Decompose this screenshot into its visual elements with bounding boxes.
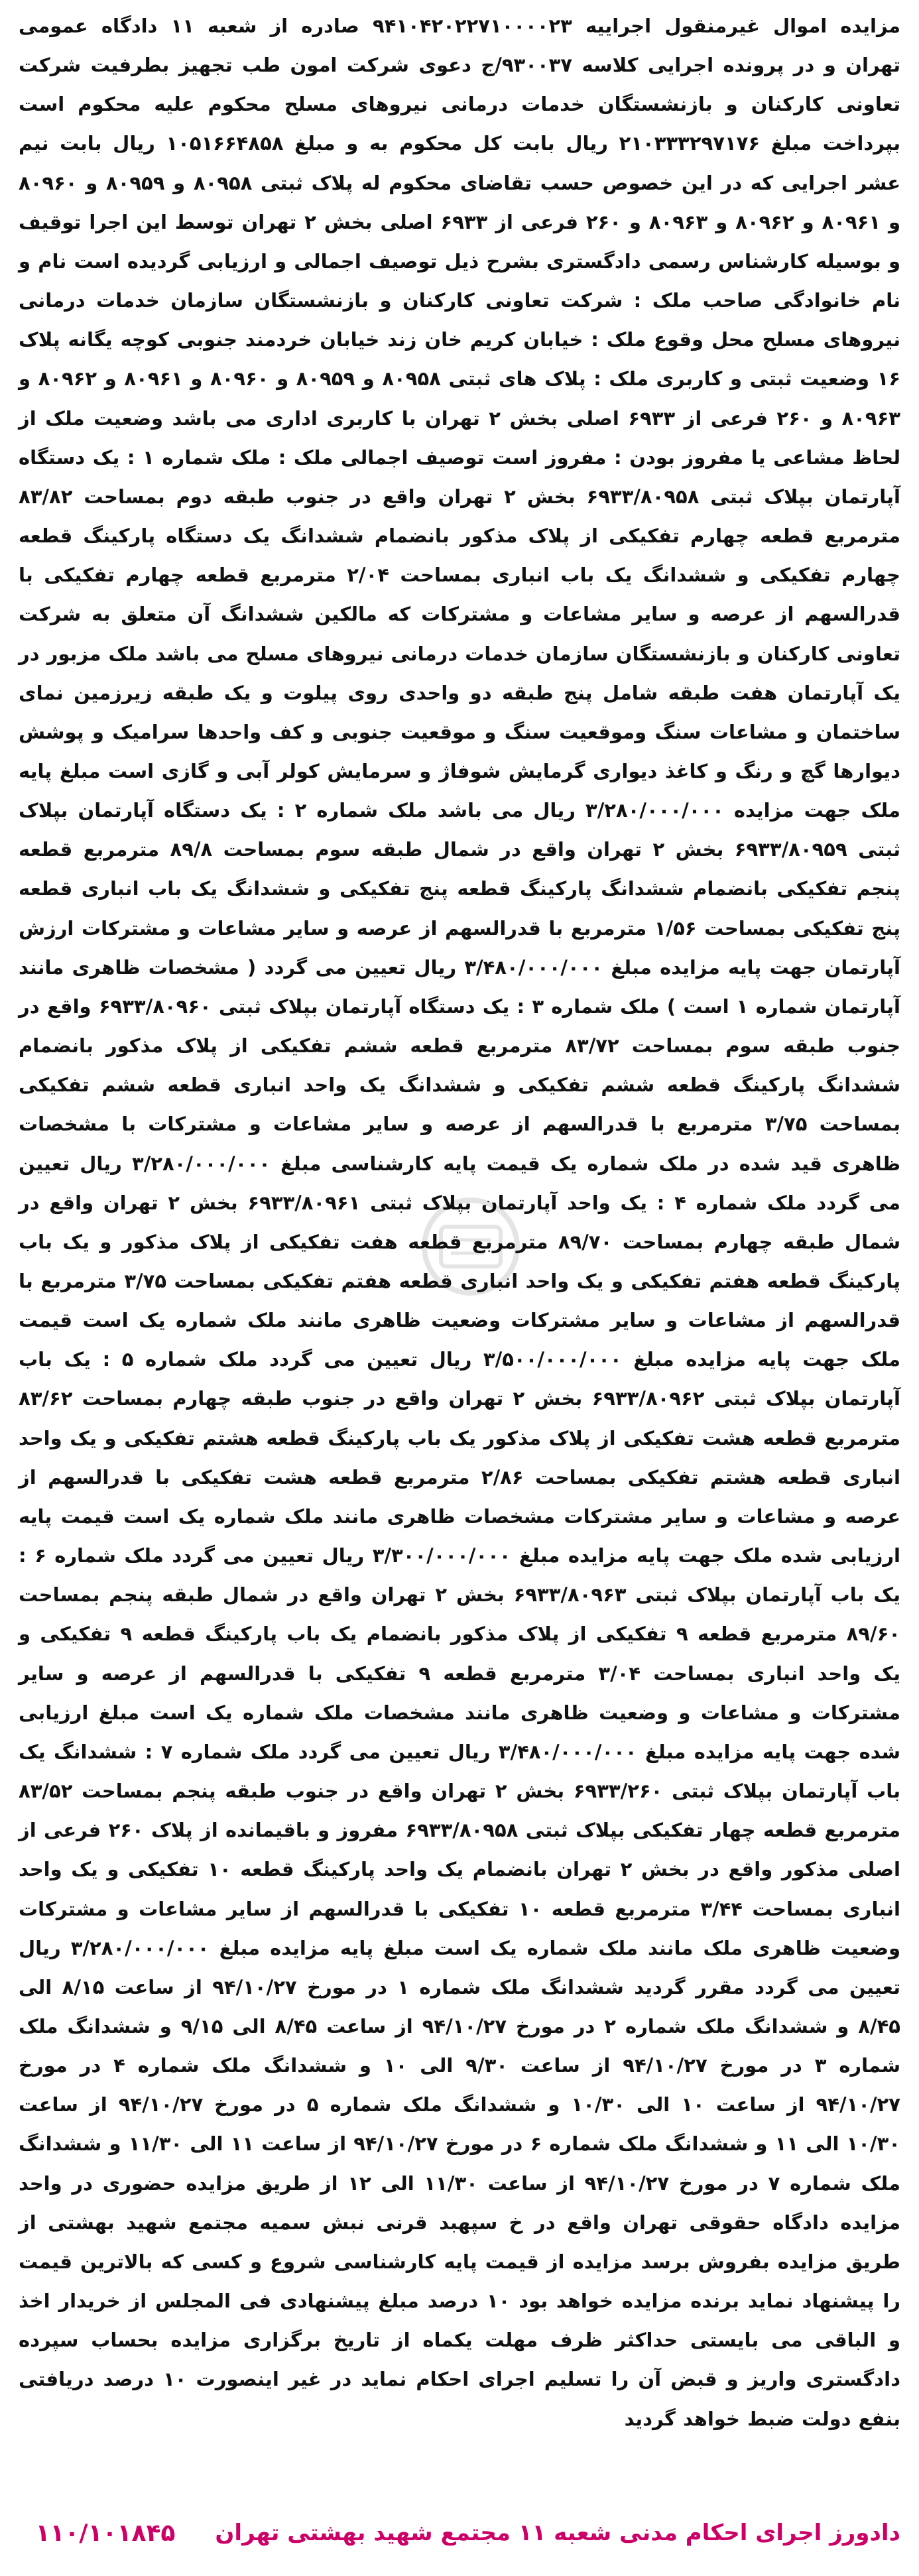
notice-reference-number: ۱۱۰/۱۰۱۸۴۵ bbox=[35, 2519, 176, 2547]
notice-signer: دادورز اجرای احکام مدنی شعبه ۱۱ مجتمع شهید بهشتی تهران bbox=[215, 2520, 900, 2546]
notice-footer bbox=[19, 2513, 900, 2553]
auction-notice-body: مزایده اموال غیرمنقول اجراییه ۹۴۱۰۴۲۰۲۲۷۱۰۰۰۰۲۳ صادره از شعبه ۱۱ دادگاه عمومی تهران و در پرونده اجرایی کلاسه ۹۳۰۰۳۷/ج دعوی شرکت امون طب تجهیز بطرفیت شرکت تعاونی کارکنان و بازنشستگان خدمات درمانی نیروهای مسلح محکوم علیه محکوم است بپرداخت مبلغ ۲۱۰۳۳۳۲۹۷۱۷۶ ریال بابت کل محکوم به و مبلغ ۱۰۵۱۶۶۴۸۵۸ ریال بابت نیم عشر اجرایی که در این خصوص حسب تقاضای محکوم له پلاک ثبتی ۸۰۹۵۸ و ۸۰۹۵۹ و ۸۰۹۶۰ و ۸۰۹۶۱ و ۸۰۹۶۲ و ۸۰۹۶۳ و ۲۶۰ فرعی از ۶۹۳۳ اصلی بخش ۲ تهران توسط این اجرا توقیف و بوسیله کارشناس رسمی دادگستری بشرح ذیل توصیف اجمالی و ارزیابی گردیده است نام و نام خانوادگی صاحب ملک : شرکت تعاونی کارکنان و بازنشستگان سازمان خدمات درمانی نیروهای مسلح محل وقوع ملک : خیابان کریم خان زند خیابان خردمند جنوبی کوچه یگانه پلاک ۱۶ وضعیت ثبتی و کاربری ملک : پلاک های ثبتی ۸۰۹۵۸ و ۸۰۹۵۹ و ۸۰۹۶۰ و ۸۰۹۶۱ و ۸۰۹۶۲ و ۸۰۹۶۳ و ۲۶۰ فرعی از ۶۹۳۳ اصلی بخش ۲ تهران با کاربری اداری می باشد وضعیت ملک از لحاظ مشاعی یا مفروز بودن : مفروز است توصیف اجمالی ملک : ملک شماره ۱ : یک دستگاه آپارتمان بپلاک ثبتی ۶۹۳۳/۸۰۹۵۸ بخش ۲ تهران واقع در جنوب طبقه دوم بمساحت ۸۳/۸۲ مترمربع قطعه چهارم تفکیکی از پلاک مذکور بانضمام ششدانگ یک دستگاه پارکینگ قطعه چهارم تفکیکی و ششدانگ یک باب انباری بمساحت ۲/۰۴ مترمربع قطعه چهارم تفکیکی با قدرالسهم از عرصه و سایر مشاعات و مشترکات که مالکین ششدانگ آن متعلق به شرکت تعاونی کارکنان و بازنشستگان سازمان خدمات درمانی نیروهای مسلح می باشد ملک مزبور در یک آپارتمان هفت طبقه شامل پنج طبقه دو واحدی روی پیلوت و یک طبقه زیرزمین نمای ساختمان و مشاعات سنگ وموقعیت سنگ و موقعیت جنوبی و کف واحدها سرامیک و پوشش دیوارها گچ و رنگ و کاغذ دیواری گرمایش شوفاژ و سرمایش کولر آبی و گازی است مبلغ پایه ملک جهت مزایده ۳/۲۸۰/۰۰۰/۰۰۰ ریال می باشد ملک شماره ۲ : یک دستگاه آپارتمان بپلاک ثبتی ۶۹۳۳/۸۰۹۵۹ بخش ۲ تهران واقع در شمال طبقه سوم بمساحت ۸۹/۸ مترمربع قطعه پنجم تفکیکی بانضمام ششدانگ پارکینگ قطعه پنج تفکیکی و ششدانگ یک باب انباری قطعه پنج تفکیکی بمساحت ۱/۵۶ مترمربع با قدرالسهم از عرصه و سایر مشاعات و مشترکات ارزش آپارتمان جهت پایه مزایده مبلغ ۳/۴۸۰/۰۰۰/۰۰۰ ریال تعیین می گردد ( مشخصات ظاهری مانند آپارتمان شماره ۱ است ) ملک شماره ۳ : یک دستگاه آپارتمان بپلاک ثبتی ۶۹۳۳/۸۰۹۶۰ واقع در جنوب طبقه سوم بمساحت ۸۳/۷۲ مترمربع قطعه ششم تفکیکی از پلاک مذکور بانضمام ششدانگ پارکینگ قطعه ششم تفکیکی و ششدانگ یک واحد انباری قطعه ششم تفکیکی بمساحت ۳/۷۵ مترمربع با قدرالسهم از عرصه و سایر مشاعات و مشترکات با مشخصات ظاهری قید شده در ملک شماره یک قیمت پایه کارشناسی مبلغ ۳/۲۸۰/۰۰۰/۰۰۰ ریال تعیین می گردد ملک شماره ۴ : یک واحد آپارتمان بپلاک ثبتی ۶۹۳۳/۸۰۹۶۱ بخش ۲ تهران واقع در شمال طبقه چهارم بمساحت ۸۹/۷۰ مترمربع قطعه هفت تفکیکی از پلاک مذکور و یک باب پارکینگ قطعه هفتم تفکیکی و یک واحد انباری قطعه هفتم تفکیکی بمساحت ۳/۷۵ مترمربع با قدرالسهم از مشاعات و سایر مشترکات وضعیت ظاهری مانند ملک شماره یک است قیمت ملک جهت پایه مزایده مبلغ ۳/۵۰۰/۰۰۰/۰۰۰ ریال تعیین می گردد ملک شماره ۵ : یک باب آپارتمان بپلاک ثبتی ۶۹۳۳/۸۰۹۶۲ بخش ۲ تهران واقع در جنوب طبقه چهارم بمساحت ۸۳/۶۲ مترمربع قطعه هشت تفکیکی از پلاک مذکور یک باب پارکینگ قطعه هشتم تفکیکی و یک واحد انباری قطعه هشتم تفکیکی بمساحت ۲/۸۶ مترمربع قطعه هشت تفکیکی با قدرالسهم از عرصه و مشاعات و سایر مشترکات مشخصات ظاهری مانند ملک شماره یک است قیمت پایه ارزیابی شده ملک جهت پایه مزایده مبلغ ۳/۳۰۰/۰۰۰/۰۰۰ ریال تعیین می گردد ملک شماره ۶ : یک باب آپارتمان بپلاک ثبتی ۶۹۳۳/۸۰۹۶۳ بخش ۲ تهران واقع در شمال طبقه پنجم بمساحت ۸۹/۶۰ مترمربع قطعه ۹ تفکیکی از پلاک مذکور بانضمام یک باب پارکینگ قطعه ۹ تفکیکی و یک واحد انباری بمساحت ۳/۰۴ مترمربع قطعه ۹ تفکیکی با قدرالسهم از عرصه و سایر مشترکات و مشاعات و وضعیت ظاهری مانند مشخصات ملک شماره یک است مبلغ ارزیابی شده جهت پایه مزایده مبلغ ۳/۴۸۰/۰۰۰/۰۰۰ ریال تعیین می گردد ملک شماره ۷ : ششدانگ یک باب آپارتمان بپلاک ثبتی ۶۹۳۳/۲۶۰ بخش ۲ تهران واقع در جنوب طبقه پنجم بمساحت ۸۳/۵۲ مترمربع قطعه چهار تفکیکی بپلاک ثبتی ۶۹۳۳/۸۰۹۵۸ مفروز و باقیمانده از پلاک ۲۶۰ فرعی از اصلی مذکور واقع در بخش ۲ تهران بانضمام یک واحد پارکینگ قطعه ۱۰ تفکیکی و یک واحد انباری بمساحت ۳/۴۴ مترمربع قطعه ۱۰ تفکیکی با قدرالسهم از سایر مشاعات و مشترکات وضعیت ظاهری ملک مانند ملک شماره یک است مبلغ پایه مزایده مبلغ ۳/۲۸۰/۰۰۰/۰۰۰ ریال تعیین می گردد مقرر گردید ششدانگ ملک شماره ۱ در مورخ ۹۴/۱۰/۲۷ از ساعت ۸/۱۵ الی ۸/۴۵ و ششدانگ ملک شماره ۲ در مورخ ۹۴/۱۰/۲۷ از ساعت ۸/۴۵ الی ۹/۱۵ و ششدانگ ملک شماره ۳ در مورخ ۹۴/۱۰/۲۷ از ساعت ۹/۳۰ الی ۱۰ و ششدانگ ملک شماره ۴ در مورخ ۹۴/۱۰/۲۷ از ساعت ۱۰ الی ۱۰/۳۰ و ششدانگ ملک شماره ۵ در مورخ ۹۴/۱۰/۲۷ از ساعت ۱۰/۳۰ الی ۱۱ و ششدانگ ملک شماره ۶ در مورخ ۹۴/۱۰/۲۷ از ساعت ۱۱ الی ۱۱/۳۰ و ششدانگ ملک شماره ۷ در مورخ ۹۴/۱۰/۲۷ از ساعت ۱۱/۳۰ الی ۱۲ از طریق مزایده حضوری در واحد مزایده دادگاه حقوقی تهران واقع در خ سپهبد قرنی نبش سمیه مجتمع شهید بهشتی از طریق مزایده بفروش برسد مزایده از قیمت پایه کارشناسی شروع و کسی که بالاترین قیمت را پیشنهاد نماید برنده مزایده خواهد بود ۱۰ درصد مبلغ پیشنهادی فی المجلس از خریدار اخذ و الباقی می بایستی حداکثر ظرف مهلت یکماه از تاریخ برگزاری مزایده بحساب سپرده دادگستری واریز و قبض آن را تسلیم اجرای احکام نماید در غیر اینصورت ۱۰ درصد دریافتی بنفع دولت ضبط خواهد گردید bbox=[19, 15, 901, 2430]
